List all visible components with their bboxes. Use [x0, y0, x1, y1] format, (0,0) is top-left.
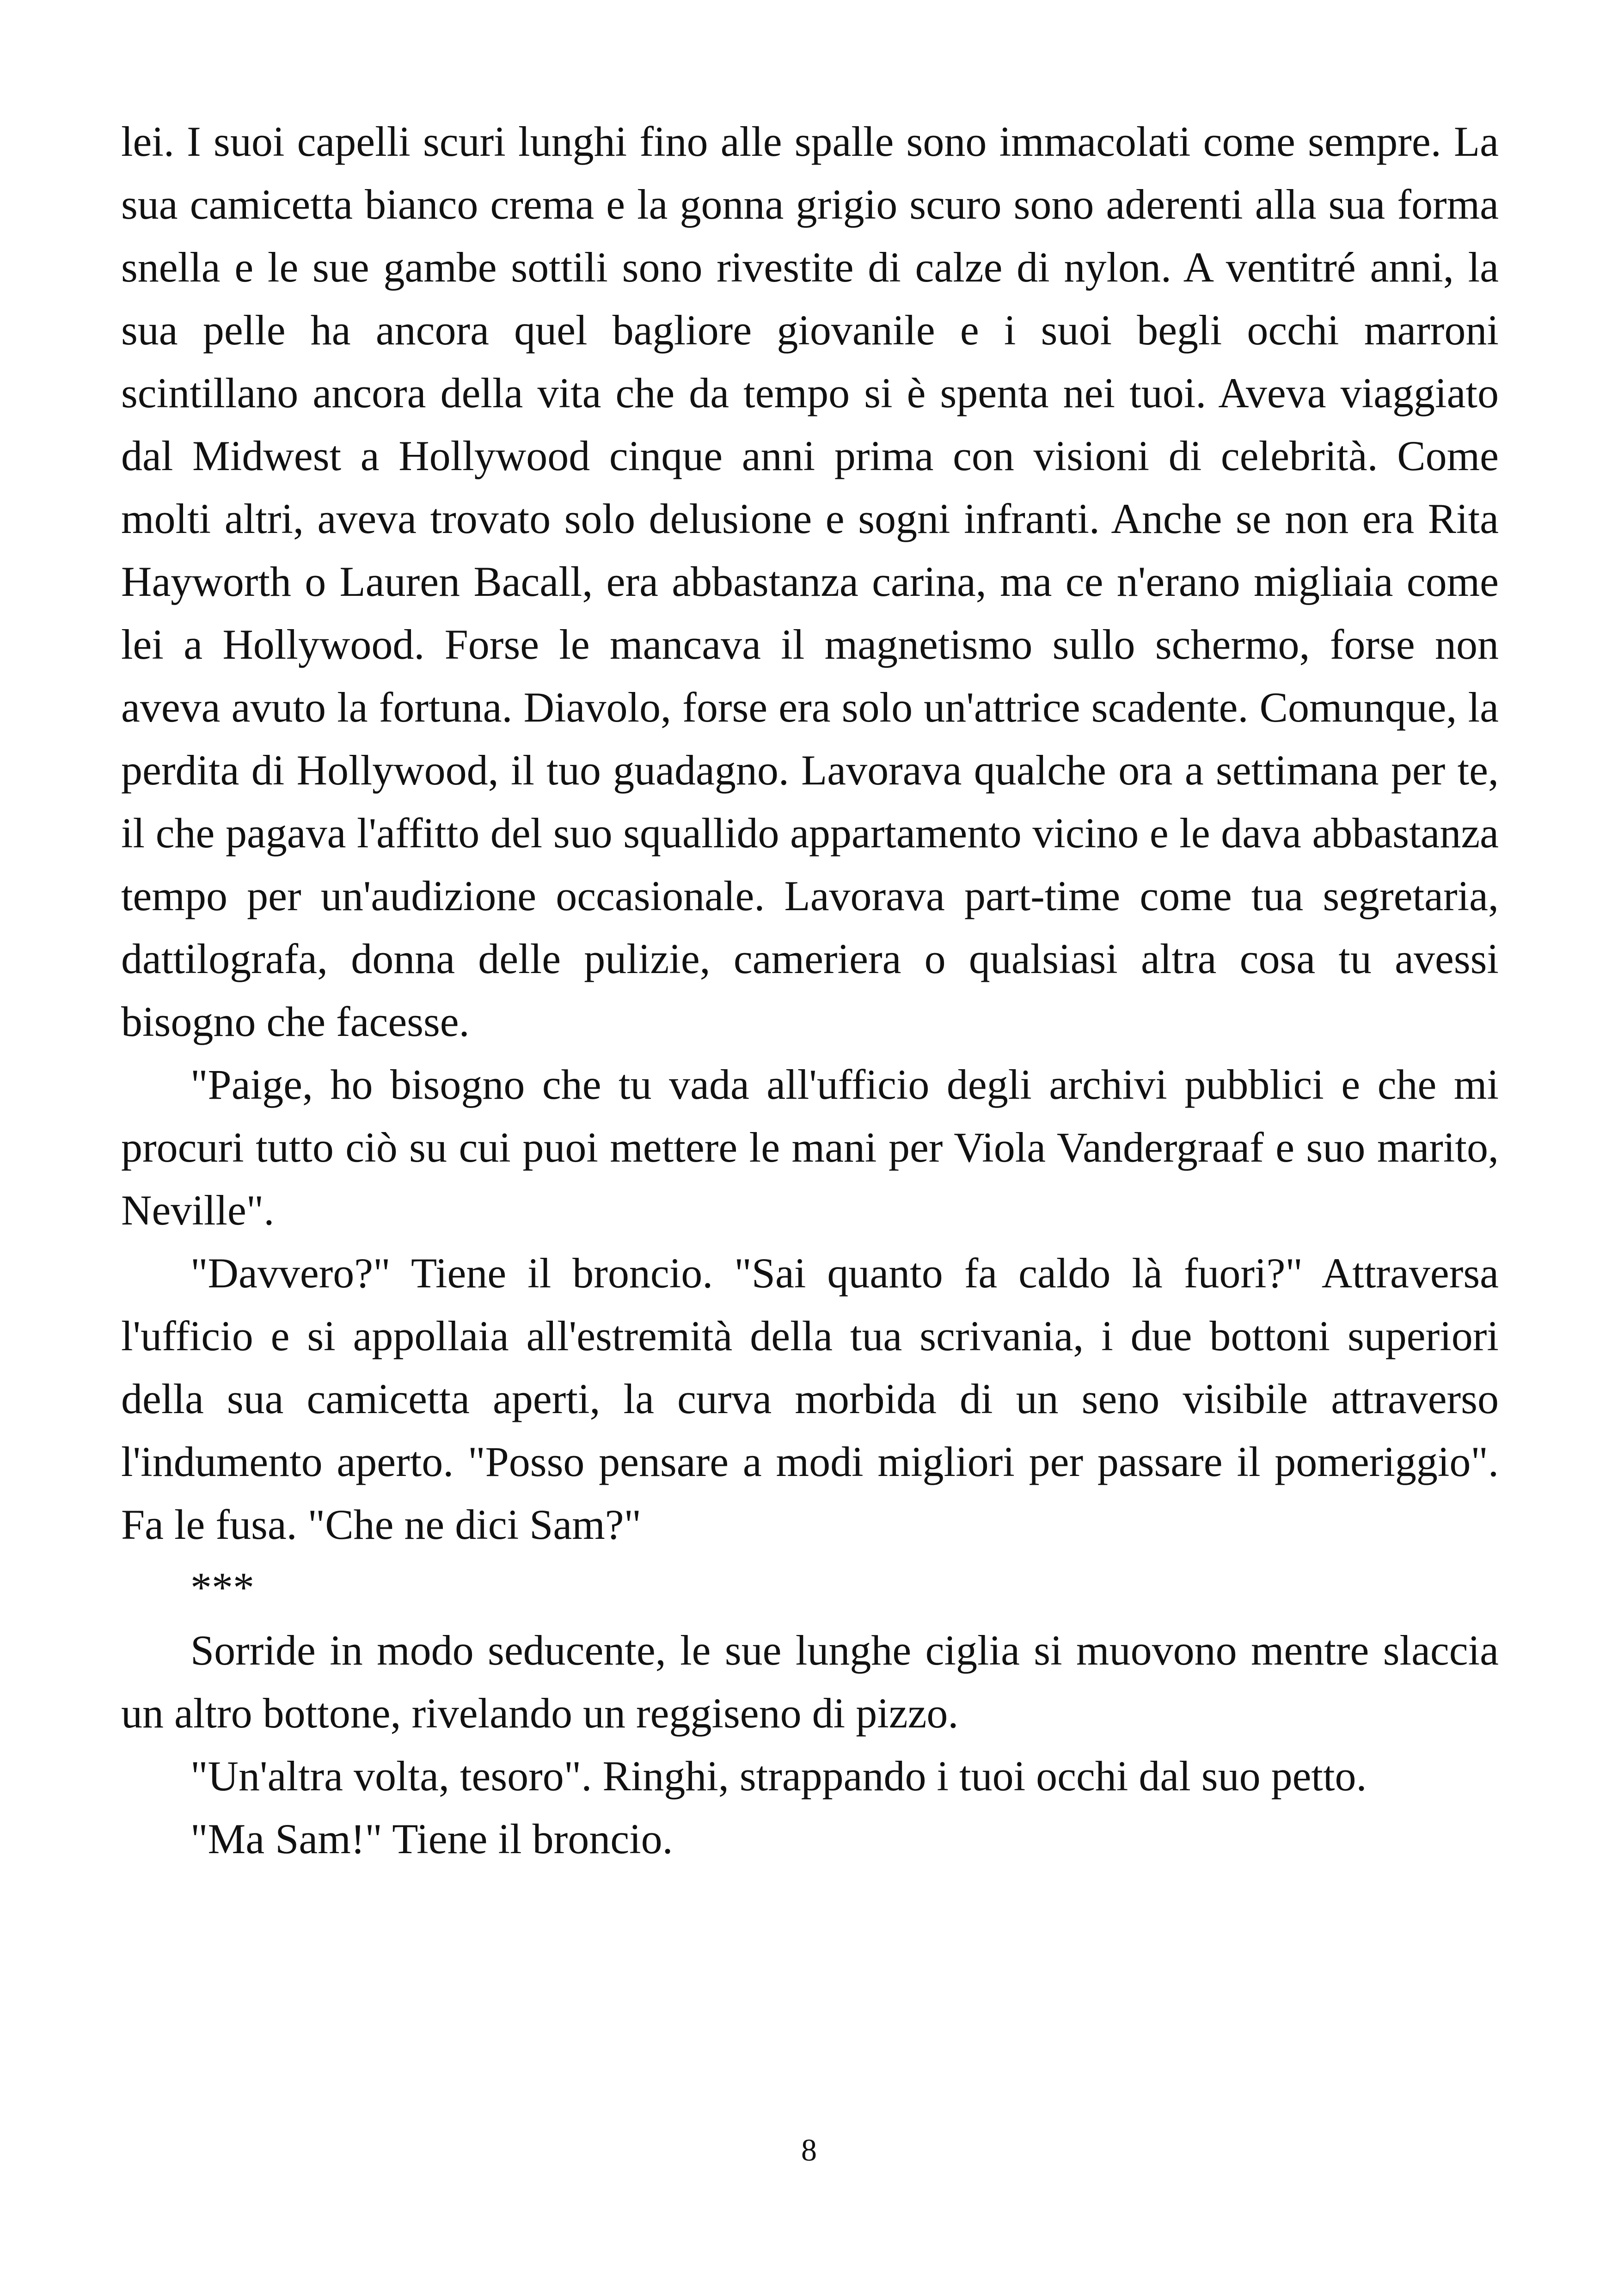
paragraph-smile: Sorride in modo seducente, le sue lunghe ciglia si muovono mentre slaccia un altro bottone, rivelando un reggiseno di pizzo. [121, 1627, 1499, 1737]
paragraph-dialogue-paige-request: "Paige, ho bisogno che tu vada all'ufficio degli archivi pubblici e che mi procuri tutto ciò su cui puoi mettere le mani per Viola Vandergraaf e suo marito, Neville". [121, 1061, 1499, 1234]
scene-break: *** [190, 1564, 254, 1611]
paragraph-dialogue-tesoro: "Un'altra volta, tesoro". Ringhi, strappando i tuoi occhi dal suo petto. [190, 1752, 1367, 1800]
paragraph-dialogue-davvero: "Davvero?" Tiene il broncio. "Sai quanto fa caldo là fuori?" Attraversa l'ufficio e si appollaia all'estremità della tua scrivania, i due bottoni superiori della sua camicetta aperti, la curva morbida di un seno visibile attraverso l'indumento aperto. "Posso pensare a modi migliori per passare il pomeriggio". Fa le fusa. "Che ne dici Sam?" [121, 1249, 1499, 1548]
page-number: 8 [801, 2132, 817, 2167]
paragraph-continuation: lei. I suoi capelli scuri lunghi fino alle spalle sono immacolati come sempre. La sua camicetta bianco crema e la gonna grigio scuro sono aderenti alla sua forma snella e le sue gambe sottili sono rivestite di calze di nylon. A ventitré anni, la sua pelle ha ancora quel bagliore giovanile e i suoi begli occhi marroni scintillano ancora della vita che da tempo si è spenta nei tuoi. Aveva viaggiato dal Midwest a Hollywood cinque anni prima con visioni di celebrità. Come molti altri, aveva trovato solo delusione e sogni infranti. Anche se non era Rita Hayworth o Lauren Bacall, era abbastanza carina, ma ce n'erano migliaia come lei a Hollywood. Forse le mancava il magnetismo sullo schermo, forse non aveva avuto la fortuna. Diavolo, forse era solo un'attrice scadente. Comunque, la perdita di Hollywood, il tuo guadagno. Lavorava qualche ora a settimana per te, il che pagava l'affitto del suo squallido appartamento vicino e le dava abbastanza tempo per un'audizione occasionale. Lavorava part-time come tua segretaria, dattilografa, donna delle pulizie, cameriera o qualsiasi altra cosa tu avessi bisogno che facesse. [121, 118, 1499, 1045]
body-text [121, 110, 1499, 1870]
paragraph-dialogue-ma-sam: "Ma Sam!" Tiene il broncio. [190, 1815, 673, 1862]
